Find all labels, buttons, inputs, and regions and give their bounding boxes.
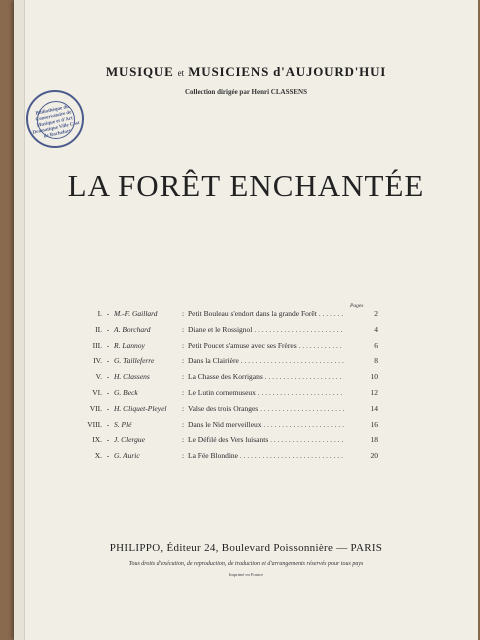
toc-composer: A. Borchard (114, 324, 151, 334)
toc-number: IV. (93, 356, 102, 366)
toc-piece: Dans le Nid merveilleux . . . (188, 420, 344, 429)
toc-composer: J. Clergue (114, 435, 145, 445)
document-page (14, 0, 478, 640)
toc-composer: R. Lannoy (114, 340, 145, 350)
toc-colon: : (181, 324, 185, 334)
toc-composer: H. Classens (114, 372, 150, 382)
toc-piece: Petit Poucet s'amuse avec ses Frères . . . (188, 341, 344, 350)
series-title-et: et (177, 68, 185, 78)
toc-row (78, 404, 378, 420)
toc-number: IX. (92, 435, 102, 445)
toc-row (78, 325, 378, 341)
toc-page: 16 (370, 419, 378, 429)
toc-page: 2 (374, 309, 378, 318)
toc-dash: - (106, 356, 110, 366)
toc-row (78, 451, 378, 467)
toc-colon: : (181, 435, 185, 445)
toc-dash: - (106, 419, 110, 429)
toc-colon: : (181, 387, 185, 397)
toc-colon: : (181, 403, 185, 413)
toc-composer: G. Beck (114, 387, 138, 397)
toc-number: VIII. (87, 419, 102, 429)
toc-row (78, 435, 378, 451)
toc-composer: H. Cliquet-Pleyel (114, 403, 167, 413)
toc-dash: - (106, 372, 110, 382)
collection-note: Collection dirigée par Henri CLASSENS (185, 88, 307, 96)
toc-row (78, 341, 378, 357)
toc-row (78, 372, 378, 388)
series-title-part2: MUSICIENS d'AUJOURD'HUI (188, 64, 387, 79)
toc-number: I. (97, 309, 102, 318)
toc-page-header: Pages (350, 303, 364, 309)
toc-dash: - (106, 435, 110, 445)
toc-dash: - (106, 451, 110, 461)
publisher-line: PHILIPPO, Éditeur 24, Boulevard Poissonnière — PARIS (109, 542, 383, 554)
toc-number: VII. (89, 403, 102, 413)
printed-in: Imprimé en France (228, 572, 264, 577)
toc-page: 14 (370, 403, 378, 413)
series-title (14, 64, 478, 80)
toc-page: 18 (370, 435, 378, 445)
toc-colon: : (181, 340, 185, 350)
toc-dash: - (106, 324, 110, 334)
toc-piece: Diane et le Rossignol . . . (188, 325, 344, 334)
toc-dash: - (106, 403, 110, 413)
toc-page: 8 (374, 356, 378, 366)
toc-piece: Le Lutin cornemuseux . . . (188, 388, 344, 397)
toc-dash: - (106, 309, 110, 318)
stamp-text: Bibliothèque du Conservatoire de Musique et d'Art Dramatique Ville Cost de Rochefort (32, 104, 81, 140)
toc-piece: Dans la Clairière . . . (188, 356, 344, 365)
toc-page: 20 (370, 451, 378, 461)
toc-page: 12 (370, 387, 378, 397)
table-of-contents (78, 309, 378, 467)
series-title-part1: MUSIQUE (105, 64, 174, 79)
toc-number: II. (95, 324, 102, 334)
toc-piece: Valse des trois Oranges . . . (188, 404, 344, 413)
toc-colon: : (181, 309, 185, 318)
toc-piece: La Fée Blondine . . . (188, 451, 344, 460)
toc-composer: M.-F. Gaillard (114, 309, 158, 318)
toc-colon: : (181, 372, 185, 382)
toc-dash: - (106, 387, 110, 397)
library-stamp (26, 90, 84, 148)
toc-colon: : (181, 419, 185, 429)
toc-composer: S. Plé (114, 419, 132, 429)
rights-notice: Tous droits d'exécution, de reproduction, de traduction et d'arrangements réservés pour tous pays (128, 561, 364, 567)
toc-page: 6 (374, 340, 378, 350)
toc-composer: G. Tailleferre (114, 356, 155, 366)
toc-piece: Le Défilé des Vers luisants . . . (188, 435, 344, 444)
toc-row (78, 388, 378, 404)
toc-dash: - (106, 340, 110, 350)
toc-piece: La Chasse des Korrigans . . . (188, 372, 344, 381)
toc-page: 10 (370, 372, 378, 382)
toc-composer: G. Auric (114, 451, 140, 461)
main-title: LA FORÊT ENCHANTÉE (67, 168, 425, 203)
toc-page: 4 (374, 324, 378, 334)
toc-piece: Petit Bouleau s'endort dans la grande Forêt . . . (188, 309, 344, 318)
toc-row (78, 420, 378, 436)
toc-row (78, 356, 378, 372)
toc-number: VI. (92, 387, 102, 397)
toc-number: III. (92, 340, 102, 350)
toc-row (78, 309, 378, 325)
toc-colon: : (181, 451, 185, 461)
toc-number: V. (95, 372, 102, 382)
toc-number: X. (94, 451, 102, 461)
toc-colon: : (181, 356, 185, 366)
